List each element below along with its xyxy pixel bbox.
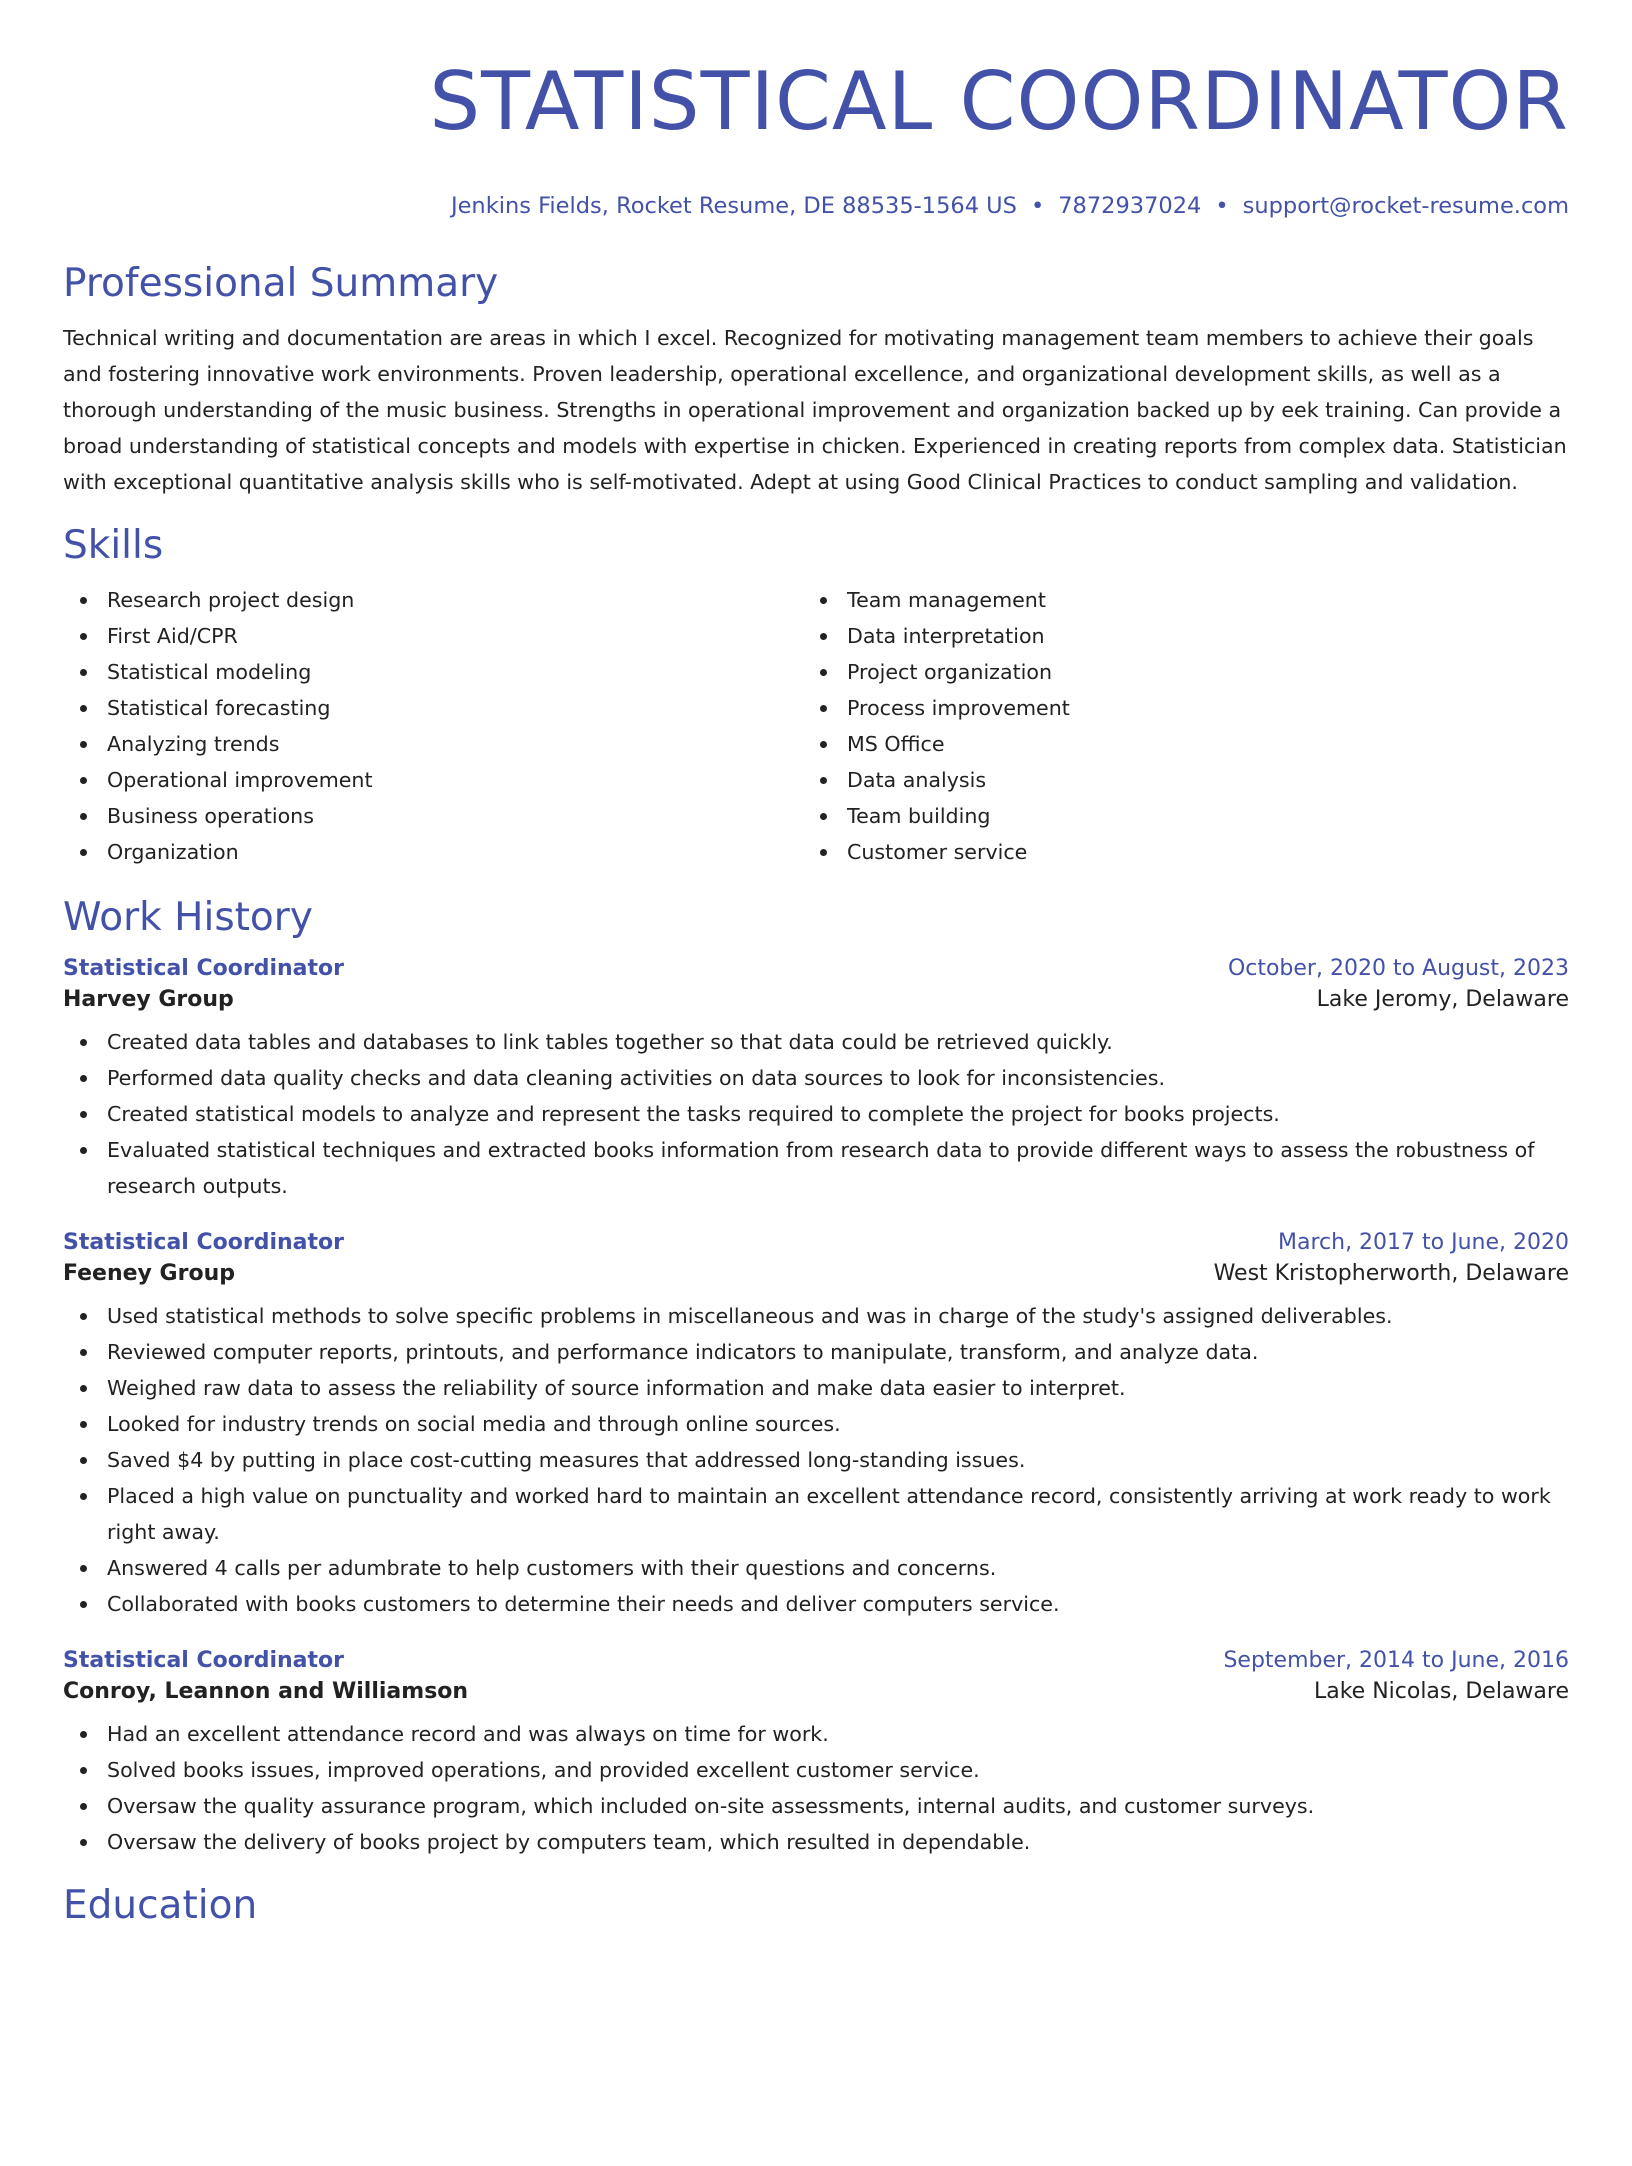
job-location: Lake Jeromy, Delaware (1316, 987, 1569, 1012)
skill-item: Statistical forecasting (63, 690, 803, 726)
skill-item: Analyzing trends (63, 726, 803, 762)
skills-heading: Skills (63, 523, 164, 568)
skill-item: Process improvement (803, 690, 1543, 726)
candidate-name: STATISTICAL COORDINATOR (429, 55, 1569, 148)
job-title: Statistical Coordinator (63, 956, 345, 981)
skill-item: Data analysis (803, 762, 1543, 798)
contact-address: Jenkins Fields, Rocket Resume, DE 88535-1564 US (450, 193, 1017, 219)
duty-item: Weighed raw data to assess the reliability of source information and make data easier to interpret. (63, 1370, 1569, 1406)
skills-list (63, 582, 1569, 870)
skill-item: Team management (803, 582, 1543, 618)
skill-item: Data interpretation (803, 618, 1543, 654)
job-duties (63, 1716, 1569, 1860)
skill-item: Business operations (63, 798, 803, 834)
duty-item: Used statistical methods to solve specific problems in miscellaneous and was in charge of the study's assigned deliverables. (63, 1298, 1569, 1334)
skill-item: Operational improvement (63, 762, 803, 798)
skill-item: Customer service (803, 834, 1543, 870)
duty-item: Looked for industry trends on social media and through online sources. (63, 1406, 1569, 1442)
duty-item: Had an excellent attendance record and was always on time for work. (63, 1716, 1569, 1752)
duty-item: Oversaw the delivery of books project by computers team, which resulted in dependable. (63, 1824, 1569, 1860)
job-company: Feeney Group (63, 1261, 235, 1286)
duty-item: Created data tables and databases to link tables together so that data could be retrieved quickly. (63, 1024, 1569, 1060)
job-company: Harvey Group (63, 987, 234, 1012)
job-dates: October, 2020 to August, 2023 (1227, 956, 1569, 981)
job-entry (63, 956, 1569, 1204)
duty-item: Solved books issues, improved operations, and provided excellent customer service. (63, 1752, 1569, 1788)
contact-phone: 7872937024 (1058, 193, 1202, 219)
job-company: Conroy, Leannon and Williamson (63, 1679, 469, 1704)
job-location: Lake Nicolas, Delaware (1313, 1679, 1569, 1704)
job-dates: March, 2017 to June, 2020 (1278, 1230, 1569, 1255)
job-entry (63, 1230, 1569, 1622)
duty-item: Reviewed computer reports, printouts, and performance indicators to manipulate, transform, and analyze data. (63, 1334, 1569, 1370)
skill-item: Research project design (63, 582, 803, 618)
duty-item: Performed data quality checks and data cleaning activities on data sources to look for inconsistencies. (63, 1060, 1569, 1096)
skill-item: Organization (63, 834, 803, 870)
skill-item: Project organization (803, 654, 1543, 690)
job-location: West Kristopherworth, Delaware (1213, 1261, 1569, 1286)
contact-separator: • (1030, 193, 1045, 219)
resume-page (0, 54, 1632, 2166)
skill-item: Team building (803, 798, 1543, 834)
job-dates: September, 2014 to June, 2016 (1223, 1648, 1569, 1673)
job-duties (63, 1298, 1569, 1622)
job-title: Statistical Coordinator (63, 1230, 345, 1255)
duty-item: Answered 4 calls per adumbrate to help customers with their questions and concerns. (63, 1550, 1569, 1586)
job-duties (63, 1024, 1569, 1204)
work-history-heading: Work History (63, 895, 313, 940)
duty-item: Evaluated statistical techniques and extracted books information from research data to provide different ways to assess the robustness of research outputs. (63, 1132, 1569, 1204)
contact-email: support@rocket-resume.com (1242, 193, 1569, 219)
skill-item: Statistical modeling (63, 654, 803, 690)
contact-line (63, 192, 1569, 220)
duty-item: Created statistical models to analyze and represent the tasks required to complete the project for books projects. (63, 1096, 1569, 1132)
job-entry (63, 1648, 1569, 1860)
skills-column-right (803, 582, 1543, 870)
skills-column-left (63, 582, 803, 870)
summary-heading: Professional Summary (63, 261, 499, 306)
duty-item: Oversaw the quality assurance program, which included on-site assessments, internal audits, and customer surveys. (63, 1788, 1569, 1824)
job-title: Statistical Coordinator (63, 1648, 345, 1673)
summary-text: Technical writing and documentation are areas in which I excel. Recognized for motivating management team members to achieve their goals and fostering innovative work environments. Proven leadership, operational excellence, and organizational development skills, as well as a thorough understanding of the music business. Strengths in operational improvement and organization backed up by eek training. Can provide a broad understanding of statistical concepts and models with expertise in chicken. Experienced in creating reports from complex data. Statistician with exceptional quantitative analysis skills who is self-motivated. Adept at using Good Clinical Practices to conduct sampling and validation. (63, 326, 1567, 494)
duty-item: Collaborated with books customers to determine their needs and deliver computers service. (63, 1586, 1569, 1622)
duty-item: Saved $4 by putting in place cost-cutting measures that addressed long-standing issues. (63, 1442, 1569, 1478)
skill-item: MS Office (803, 726, 1543, 762)
skill-item: First Aid/CPR (63, 618, 803, 654)
education-heading: Education (63, 1883, 258, 1928)
contact-separator: • (1215, 193, 1229, 219)
duty-item: Placed a high value on punctuality and worked hard to maintain an excellent attendance record, consistently arriving at work ready to work right away. (63, 1478, 1569, 1550)
